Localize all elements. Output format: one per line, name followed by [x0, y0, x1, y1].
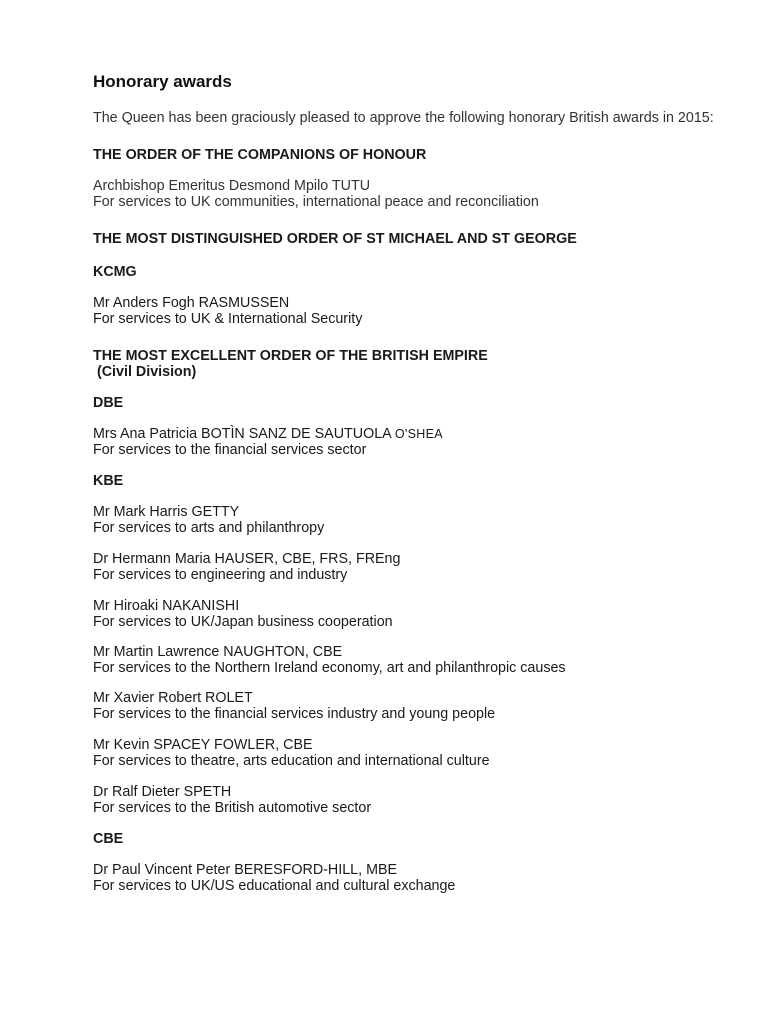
section-heading-st-michael: THE MOST DISTINGUISHED ORDER OF ST MICHAEL AND ST GEORGE — [93, 231, 577, 247]
recipient-name: Dr Ralf Dieter SPETH — [93, 784, 232, 800]
recipient-citation: For services to UK & International Security — [93, 311, 363, 327]
recipient-citation: For services to UK communities, international peace and reconciliation — [93, 194, 539, 210]
honour-entry — [93, 644, 733, 676]
recipient-name: Mr Mark Harris GETTY — [93, 504, 240, 520]
recipient-name: Mr Hiroaki NAKANISHI — [93, 598, 240, 614]
recipient-name: Dr Hermann Maria HAUSER, CBE, FRS, FREng — [93, 551, 401, 567]
honour-entry — [93, 598, 733, 630]
recipient-name: Dr Paul Vincent Peter BERESFORD-HILL, MBE — [93, 862, 398, 878]
recipient-name: Mr Xavier Robert ROLET — [93, 690, 253, 706]
honour-entry — [93, 504, 733, 536]
recipient-citation: For services to UK/Japan business cooperation — [93, 614, 393, 630]
recipient-name — [93, 426, 733, 442]
recipient-citation: For services to the Northern Ireland economy, art and philanthropic causes — [93, 660, 566, 676]
recipient-citation: For services to theatre, arts education and international culture — [93, 753, 490, 769]
recipient-citation: For services to the British automotive sector — [93, 800, 372, 816]
recipient-citation: For services to arts and philanthropy — [93, 520, 325, 536]
honour-entry — [93, 737, 733, 769]
recipient-citation: For services to engineering and industry — [93, 567, 348, 583]
honour-entry — [93, 178, 733, 210]
honour-entry — [93, 784, 733, 816]
honour-entry — [93, 862, 733, 894]
grade-heading-cbe: CBE — [93, 831, 124, 847]
honour-entry — [93, 295, 733, 327]
recipient-name: Archbishop Emeritus Desmond Mpilo TUTU — [93, 178, 371, 194]
document-title: Honorary awards — [93, 72, 232, 91]
document-page — [93, 72, 733, 894]
recipient-name-suffix: O'SHEA — [394, 427, 443, 441]
recipient-citation: For services to the financial services industry and young people — [93, 706, 496, 722]
grade-heading-kbe: KBE — [93, 473, 124, 489]
honour-entry — [93, 690, 733, 722]
recipient-citation: For services to the financial services sector — [93, 442, 367, 458]
intro-paragraph: The Queen has been graciously pleased to approve the following honorary British awards in 2015: — [93, 110, 714, 126]
section-heading-companions: THE ORDER OF THE COMPANIONS OF HONOUR — [93, 147, 427, 163]
honour-entry — [93, 551, 733, 583]
recipient-name: Mr Anders Fogh RASMUSSEN — [93, 295, 290, 311]
section-heading-british-empire: THE MOST EXCELLENT ORDER OF THE BRITISH EMPIRE — [93, 348, 488, 364]
section-subheading-civil-division: (Civil Division) — [93, 364, 197, 380]
grade-heading-dbe: DBE — [93, 395, 124, 411]
grade-heading-kcmg: KCMG — [93, 264, 137, 280]
honour-entry — [93, 426, 733, 458]
recipient-name: Mr Kevin SPACEY FOWLER, CBE — [93, 737, 313, 753]
recipient-name-main: Mrs Ana Patricia BOTÌN SANZ DE SAUTUOLA — [93, 426, 391, 442]
recipient-name: Mr Martin Lawrence NAUGHTON, CBE — [93, 644, 343, 660]
recipient-citation: For services to UK/US educational and cultural exchange — [93, 878, 456, 894]
